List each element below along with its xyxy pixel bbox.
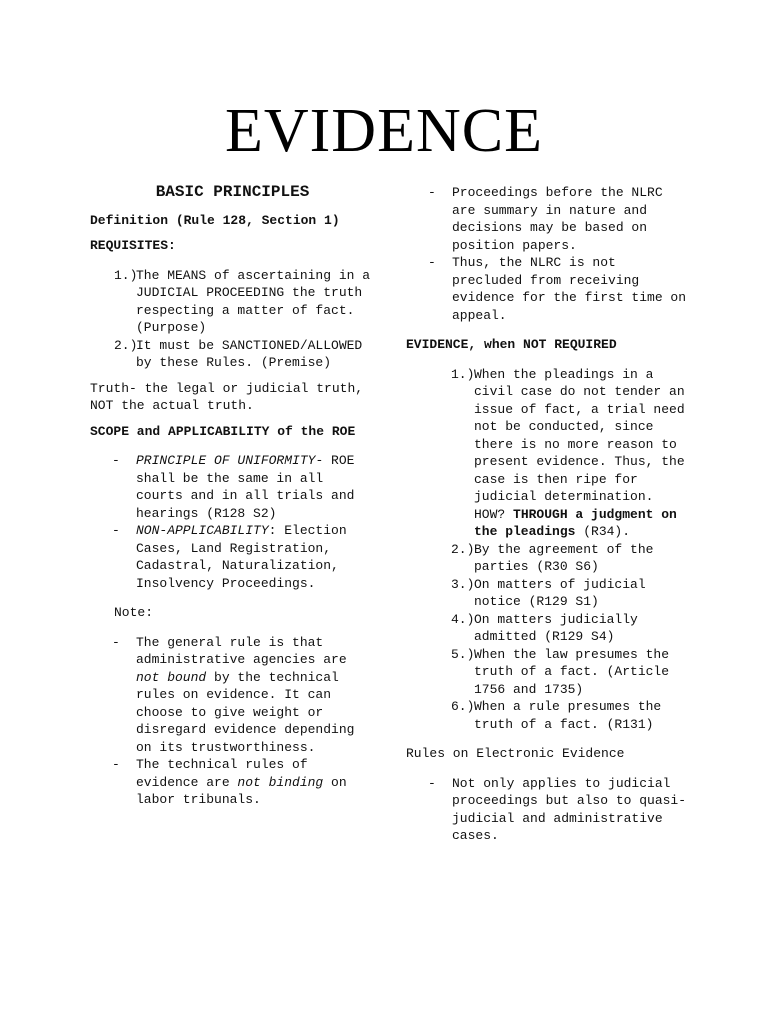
- item-number: 5.): [451, 646, 475, 662]
- truth-note: Truth- the legal or judicial truth, NOT the actual truth.: [90, 380, 364, 413]
- item-text: When the law presumes the truth of a fact. (Article 1756 and 1735): [474, 646, 670, 697]
- item-text: On matters of judicial notice (R129 S1): [474, 576, 646, 609]
- definition-line: Definition (Rule 128, Section 1): [90, 212, 340, 228]
- item-text: On matters judicially admitted (R129 S4): [474, 611, 638, 644]
- scope-bullet: [90, 452, 375, 522]
- item-text: When the pleadings in a civil case do not tender an issue of fact, a trial need not be conducted, since there is no more reason to present evidence. Thus, the case is then ripe for judicial determination. HOW?: [474, 366, 685, 522]
- right-column: [406, 184, 691, 845]
- electronic-bullet: [406, 775, 691, 845]
- not-required-item: [406, 698, 691, 733]
- requisite-item: [90, 267, 375, 337]
- item-number: 6.): [451, 699, 475, 714]
- not-required-item: [406, 611, 691, 646]
- item-number: 3.): [451, 576, 475, 592]
- item-number: 2.): [451, 541, 475, 557]
- item-text: By the agreement of the parties (R30 S6): [474, 541, 654, 574]
- item-bold-text: THROUGH a judgment on the pleadings: [474, 506, 677, 539]
- nlrc-text: Thus, the NLRC is not precluded from receiving evidence for the first time on appeal.: [452, 255, 687, 323]
- scope-text: : Election Cases, Land Registration, Cadastral, Naturalization, Insolvency Proceedings.: [136, 523, 347, 591]
- dash-bullet-icon: -: [112, 453, 120, 468]
- electronic-text: Not only applies to judicial proceedings but also to quasi-judicial and administrative cases.: [452, 775, 687, 843]
- item-text: When a rule presumes the truth of a fact. (R131): [474, 699, 662, 732]
- requisites-label: REQUISITES:: [90, 238, 176, 253]
- dash-bullet-icon: -: [112, 757, 120, 772]
- nlrc-bullet: [406, 184, 691, 254]
- note-emphasis: not binding: [237, 774, 324, 790]
- not-required-heading: EVIDENCE, when NOT REQUIRED: [406, 337, 617, 352]
- scope-heading: SCOPE and APPLICABILITY of the ROE: [90, 423, 356, 439]
- note-text-pre: The technical rules of evidence are: [136, 757, 308, 790]
- dash-bullet-icon: -: [112, 634, 120, 650]
- not-required-item: [406, 576, 691, 611]
- item-text-post: (R34).: [575, 524, 631, 539]
- requisite-text: It must be SANCTIONED/ALLOWED by these Rules. (Premise): [136, 337, 363, 370]
- requisite-number: 2.): [114, 337, 138, 353]
- note-bullet: [90, 634, 375, 757]
- dash-bullet-icon: -: [428, 185, 436, 200]
- scope-text: - ROE shall be the same in all courts and in all trials and hearings (R128 S2): [136, 453, 355, 521]
- requisite-item: [90, 337, 375, 372]
- requisite-number: 1.): [114, 267, 138, 283]
- note-emphasis: not bound: [136, 669, 207, 685]
- dash-bullet-icon: -: [112, 523, 120, 538]
- note-text-post: by the technical rules on evidence. It can choose to give weight or disregard evidence depending on its trustworthiness.: [136, 669, 355, 755]
- page-title: EVIDENCE: [225, 97, 543, 165]
- scope-bullet: [90, 522, 375, 592]
- note-text-pre: The general rule is that administrative agencies are: [136, 634, 347, 667]
- section-heading-basic-principles: BASIC PRINCIPLES: [155, 183, 310, 201]
- left-column: [90, 184, 375, 809]
- requisite-text: The MEANS of ascertaining in a JUDICIAL PROCEEDING the truth respecting a matter of fact. (Purpose): [136, 267, 371, 335]
- note-text-post: on labor tribunals.: [136, 774, 347, 807]
- not-required-item: [406, 366, 691, 541]
- item-number: 1.): [451, 366, 475, 382]
- not-required-item: [406, 541, 691, 576]
- item-number: 4.): [451, 611, 475, 627]
- note-label: Note:: [114, 605, 154, 620]
- electronic-evidence-heading: Rules on Electronic Evidence: [406, 746, 625, 761]
- not-required-item: [406, 646, 691, 699]
- dash-bullet-icon: -: [428, 775, 436, 791]
- dash-bullet-icon: -: [428, 255, 436, 270]
- nlrc-bullet: [406, 254, 691, 324]
- scope-term: PRINCIPLE OF UNIFORMITY: [136, 453, 316, 468]
- nlrc-text: Proceedings before the NLRC are summary in nature and decisions may be based on position papers.: [452, 185, 663, 253]
- scope-term: NON-APPLICABILITY: [136, 523, 269, 538]
- note-bullet: [90, 756, 375, 809]
